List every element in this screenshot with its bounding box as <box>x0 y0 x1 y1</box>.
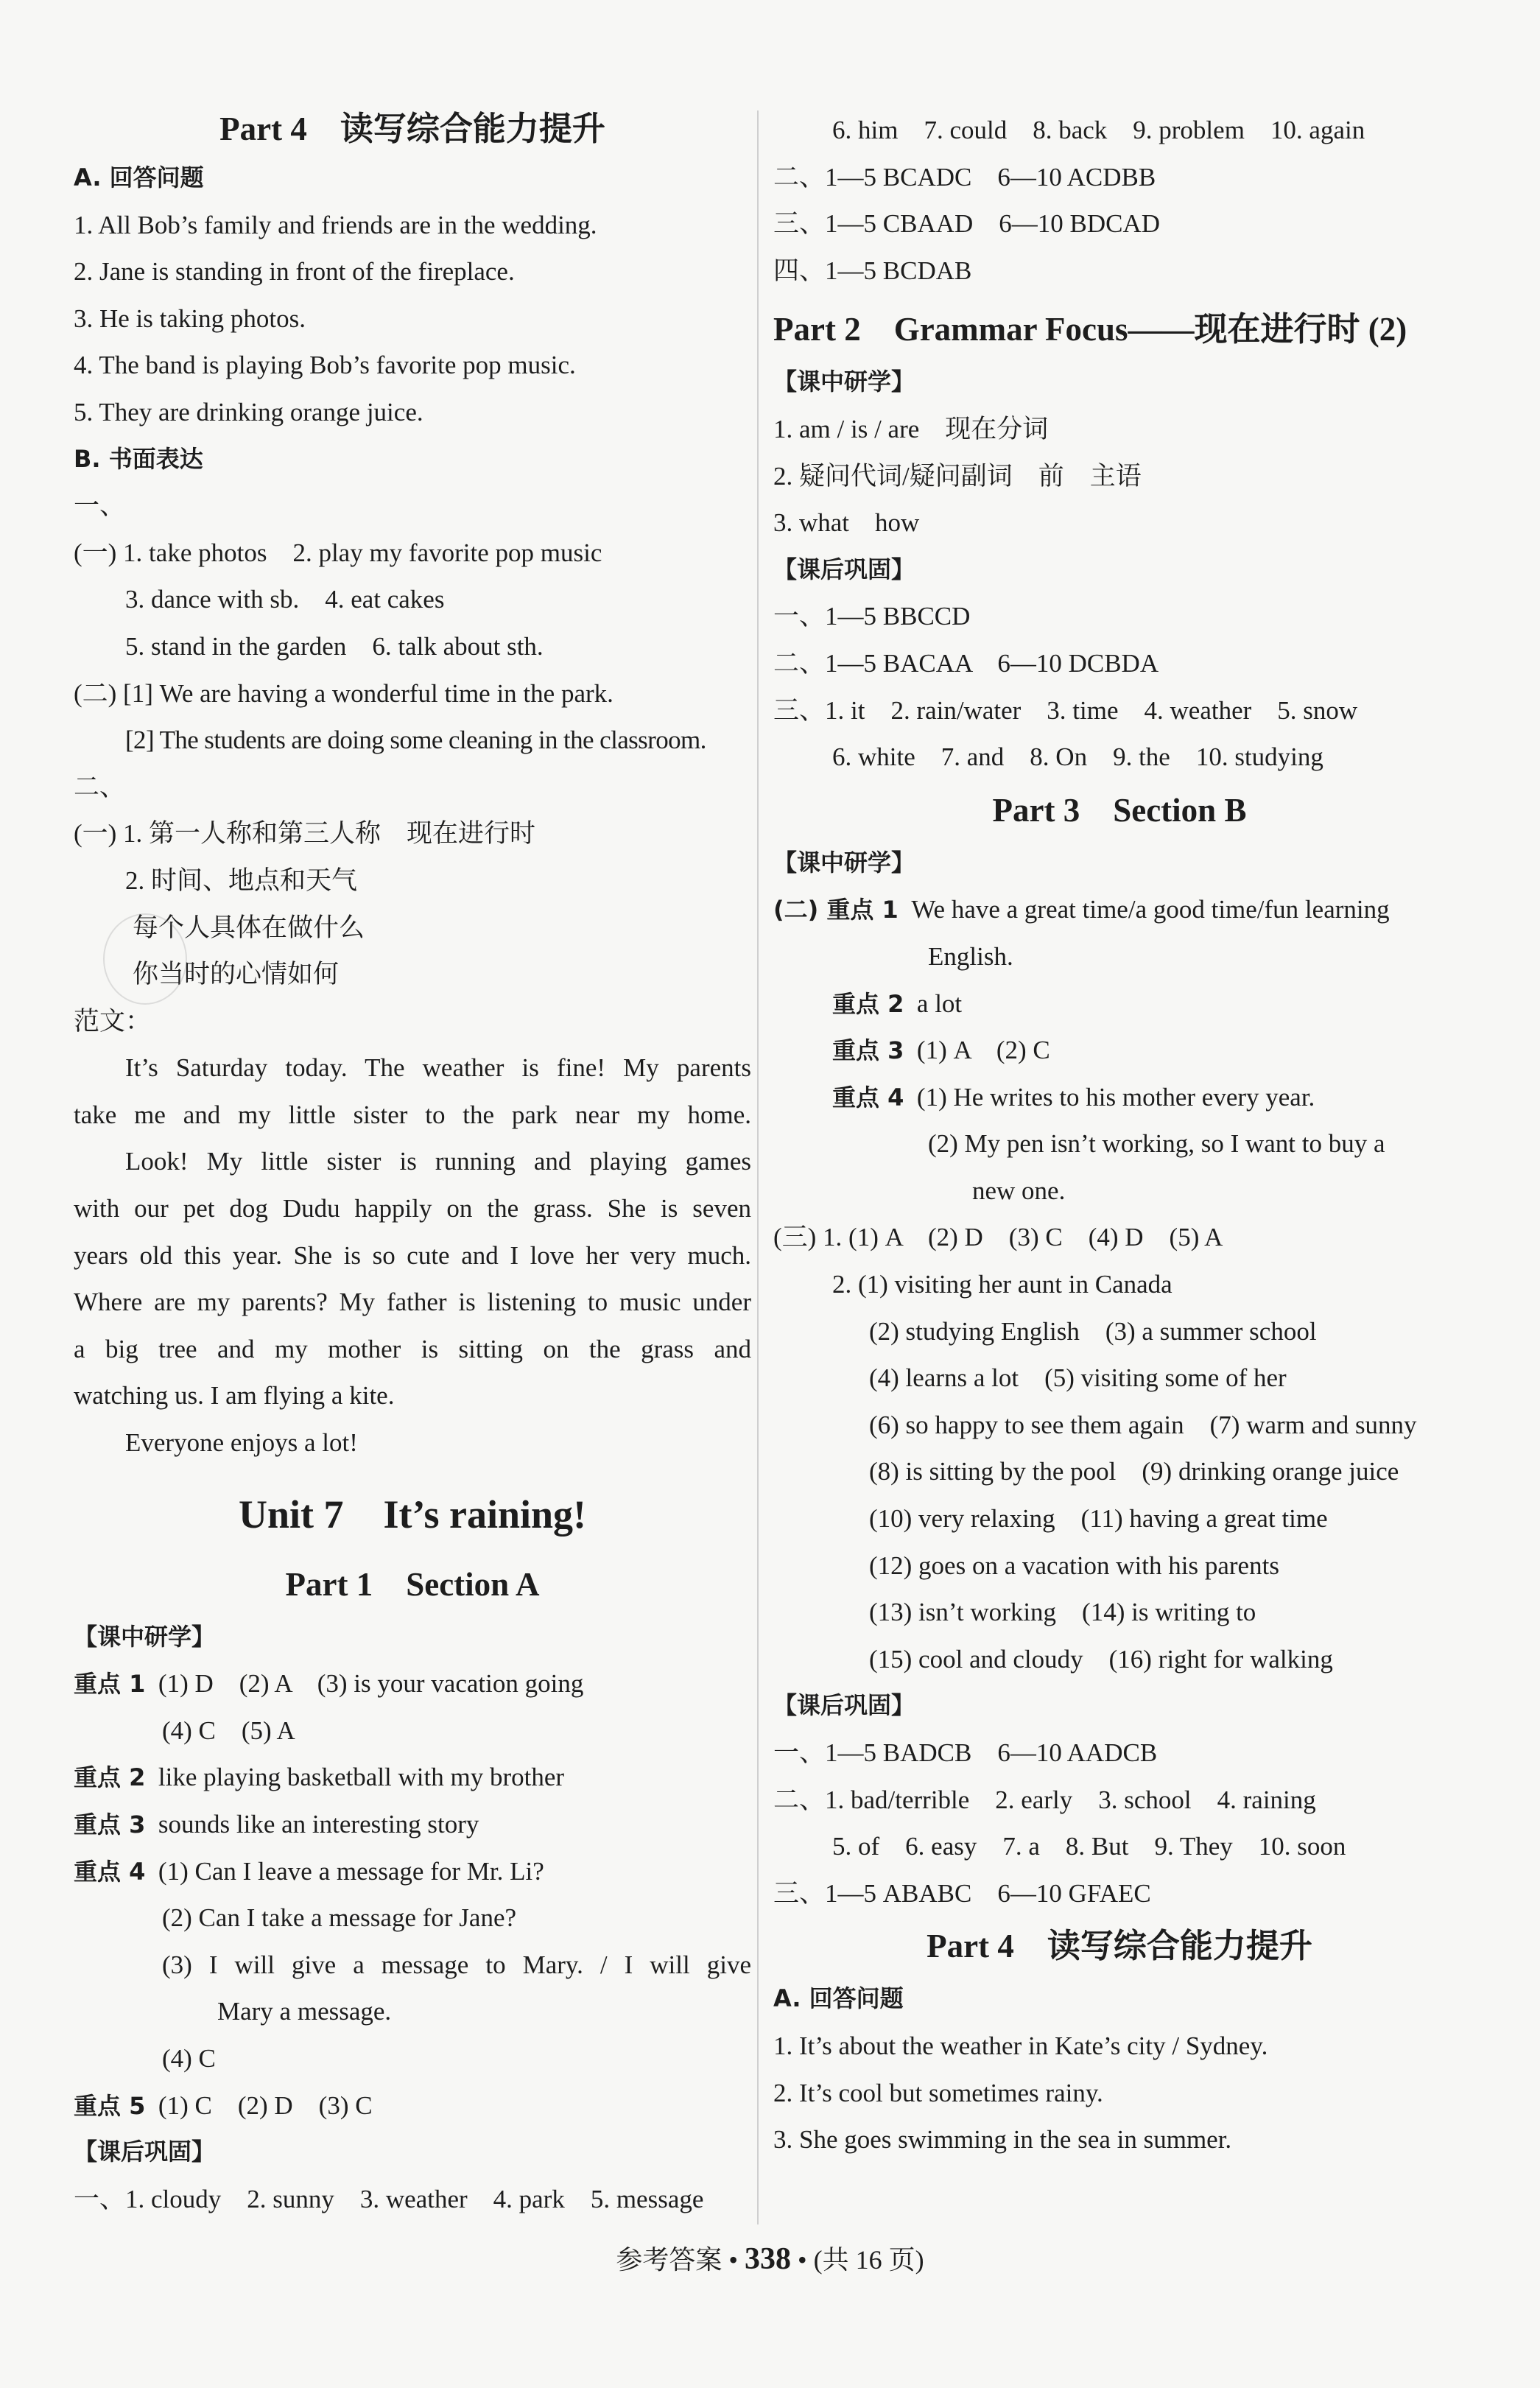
yi-line-2: 3. dance with sb. 4. eat cakes <box>125 585 445 614</box>
er-line-2: 2. 时间、地点和天气 <box>125 865 358 895</box>
part3-title: Part 3 Section B <box>992 791 1247 829</box>
zd3-text: sounds like an interesting story <box>158 1810 479 1839</box>
zd3-label: 重点 3 <box>74 1811 146 1839</box>
fanwen-label: 范文： <box>74 1006 152 1036</box>
section-er: 二、 <box>74 772 126 801</box>
right-column <box>773 107 1466 2163</box>
t-line-10: (15) cool and cloudy (16) right for walking <box>869 1644 1333 1674</box>
s3-row <box>773 1027 1466 1074</box>
zd1-line-2: (4) C (5) A <box>162 1716 295 1745</box>
zd2-label: 重点 2 <box>74 1763 146 1792</box>
essay-line-6: Where are my parents? My father is listening to music under <box>74 1288 751 1317</box>
zd4-line-3: (3) I will give a message to Mary. / I will give <box>162 1950 751 1979</box>
s3-label: 重点 3 <box>832 1036 904 1065</box>
s1-line-2: English. <box>928 941 1013 971</box>
g-line-5: 二、1—5 BACAA 6—10 DCBDA <box>773 648 1159 678</box>
zd2-text: like playing basketball with my brother <box>158 1763 565 1792</box>
unit-title: Unit 7 It’s raining! <box>238 1492 587 1537</box>
answer-2: 2. Jane is standing in front of the fireplace. <box>74 257 515 287</box>
s4-text: (1) He writes to his mother every year. <box>916 1082 1315 1112</box>
answer-4: 4. The band is playing Bob’s favorite pop music. <box>74 351 576 380</box>
answer-5: 5. They are drinking orange juice. <box>74 397 423 426</box>
essay-line-1: It’s Saturday today. The weather is fine! My parents <box>125 1053 751 1083</box>
column-divider <box>757 110 759 2224</box>
zd2-row <box>74 1754 751 1801</box>
zd1-label: 重点 1 <box>74 1670 146 1699</box>
g-line-6: 三、1. it 2. rain/water 3. time 4. weather 5. snow <box>773 695 1358 725</box>
answer-3: 3. He is taking photos. <box>74 303 306 333</box>
g-line-3: 3. what how <box>773 508 920 538</box>
section-yi: 一、 <box>74 491 126 521</box>
zd3-row <box>74 1801 751 1848</box>
zd4-line-2: (2) Can I take a message for Jane? <box>162 1903 517 1933</box>
essay-line-9: Everyone enjoys a lot! <box>125 1428 358 1458</box>
part2-title: Part 2 Grammar Focus——现在进行时 (2) <box>773 311 1407 348</box>
k-line-2: 二、1. bad/terrible 2. early 3. school 4. raining <box>773 1785 1316 1814</box>
part2-kehou: 【课后巩固】 <box>773 555 915 583</box>
er-line-4: 你当时的心情如何 <box>133 960 340 989</box>
kezhong-heading: 【课中研学】 <box>74 1622 216 1651</box>
answer-1: 1. All Bob’s family and friends are in the wedding. <box>74 210 597 239</box>
s1-label: (二) 重点 1 <box>773 896 899 924</box>
yi-line-4: (二) [1] We are having a wonderful time in the park. <box>74 678 613 708</box>
s4-line-2: (2) My pen isn’t working, so I want to buy a <box>928 1129 1385 1159</box>
r-line-3: 三、1—5 CBAAD 6—10 BDCAD <box>773 209 1161 239</box>
page-number: 338 <box>745 2242 791 2276</box>
footer-suffix: • (共 16 页) <box>798 2245 924 2275</box>
zd4-line-4: Mary a message. <box>217 1997 392 2026</box>
library-stamp <box>103 913 187 1005</box>
zd4-row <box>74 1848 751 1895</box>
zd5-row <box>74 2082 751 2129</box>
zd4-line-5: (4) C <box>162 2043 216 2073</box>
part4-right-title: Part 4 读写综合能力提升 <box>927 1928 1312 1965</box>
k-line-1: 一、1—5 BADCB 6—10 AADCB <box>773 1738 1158 1767</box>
g-line-7: 6. white 7. and 8. On 9. the 10. studying <box>832 742 1323 772</box>
yi-line-1: (一) 1. take photos 2. play my favorite pop music <box>74 538 602 567</box>
g-line-2: 2. 疑问代词/疑问副词 前 主语 <box>773 461 1142 491</box>
essay-line-7: a big tree and my mother is sitting on the grass and <box>74 1334 751 1363</box>
left-last-line: 一、1. cloudy 2. sunny 3. weather 4. park 5. message <box>74 2184 704 2213</box>
zd4-label: 重点 4 <box>74 1857 146 1886</box>
zd5-text: (1) C (2) D (3) C <box>158 2090 373 2120</box>
essay-line-8: watching us. I am flying a kite. <box>74 1381 395 1411</box>
yi-line-5: [2] The students are doing some cleaning in the classroom. <box>125 726 706 755</box>
t-line-5: (6) so happy to see them again (7) warm and sunny <box>869 1410 1417 1439</box>
s1-text: We have a great time/a good time/fun learning <box>911 895 1390 924</box>
g-line-4: 一、1—5 BBCCD <box>773 602 971 631</box>
zd4-text: (1) Can I leave a message for Mr. Li? <box>158 1856 544 1886</box>
r-line-1: 6. him 7. could 8. back 9. problem 10. again <box>832 116 1365 144</box>
s3-text: (1) A (2) C <box>916 1036 1050 1065</box>
g-line-1: 1. am / is / are 现在分词 <box>773 414 1049 443</box>
left-column <box>74 103 751 2222</box>
t-line-3: (2) studying English (3) a summer school <box>869 1316 1317 1346</box>
q-line-2: 2. It’s cool but sometimes rainy. <box>773 2078 1103 2107</box>
k-line-4: 三、1—5 ABABC 6—10 GFAEC <box>773 1878 1151 1908</box>
r-line-2: 二、1—5 BCADC 6—10 ACDBB <box>773 162 1156 192</box>
t-line-2: 2. (1) visiting her aunt in Canada <box>832 1270 1172 1299</box>
s2-label: 重点 2 <box>832 989 904 1018</box>
s2-row <box>773 980 1466 1028</box>
q-line-1: 1. It’s about the weather in Kate’s city / Sydney. <box>773 2031 1268 2060</box>
k-line-3: 5. of 6. easy 7. a 8. But 9. They 10. soon <box>832 1832 1346 1861</box>
kehou-heading: 【课后巩固】 <box>74 2138 216 2166</box>
zd5-label: 重点 5 <box>74 2091 146 2120</box>
footer-prefix: 参考答案 • <box>616 2245 738 2275</box>
t-line-6: (8) is sitting by the pool (9) drinking orange juice <box>869 1457 1399 1486</box>
b-heading: B. 书面表达 <box>74 444 203 473</box>
page-footer <box>0 2239 1540 2277</box>
s2-text: a lot <box>916 988 963 1018</box>
s4-line-3: new one. <box>972 1176 1066 1205</box>
q-line-3: 3. She goes swimming in the sea in summer. <box>773 2125 1232 2155</box>
s1-row <box>773 886 1466 933</box>
part4-title: Part 4 读写综合能力提升 <box>219 110 605 147</box>
part2-kezhong: 【课中研学】 <box>773 368 915 396</box>
essay-line-3: Look! My little sister is running and playing games <box>125 1147 751 1176</box>
s4-row <box>773 1074 1466 1121</box>
er-line-1: (一) 1. 第一人称和第三人称 现在进行时 <box>74 819 536 849</box>
r-line-4: 四、1—5 BCDAB <box>773 256 972 285</box>
part4-a-heading: A. 回答问题 <box>773 1984 904 2013</box>
yi-line-3: 5. stand in the garden 6. talk about sth. <box>125 631 544 661</box>
essay-line-2: take me and my little sister to the park near my home. <box>74 1100 751 1129</box>
zd1-text: (1) D (2) A (3) is your vacation going <box>158 1669 584 1699</box>
essay-line-5: years old this year. She is so cute and I love her very much. <box>74 1240 751 1270</box>
t-line-8: (12) goes on a vacation with his parents <box>869 1551 1279 1580</box>
t-line-7: (10) very relaxing (11) having a great time <box>869 1504 1328 1534</box>
er-line-3: 每个人具体在做什么 <box>133 913 365 942</box>
a-heading: A. 回答问题 <box>74 164 204 192</box>
t-line-9: (13) isn’t working (14) is writing to <box>869 1598 1256 1627</box>
t-line-1: (三) 1. (1) A (2) D (3) C (4) D (5) A <box>773 1223 1223 1252</box>
part3-kezhong: 【课中研学】 <box>773 848 915 877</box>
essay-line-4: with our pet dog Dudu happily on the grass. She is seven <box>74 1194 751 1223</box>
zd1-row <box>74 1660 751 1707</box>
part3-kehou: 【课后巩固】 <box>773 1691 915 1720</box>
t-line-4: (4) learns a lot (5) visiting some of her <box>869 1363 1287 1393</box>
s4-label: 重点 4 <box>832 1083 904 1112</box>
part1-title: Part 1 Section A <box>285 1565 540 1603</box>
